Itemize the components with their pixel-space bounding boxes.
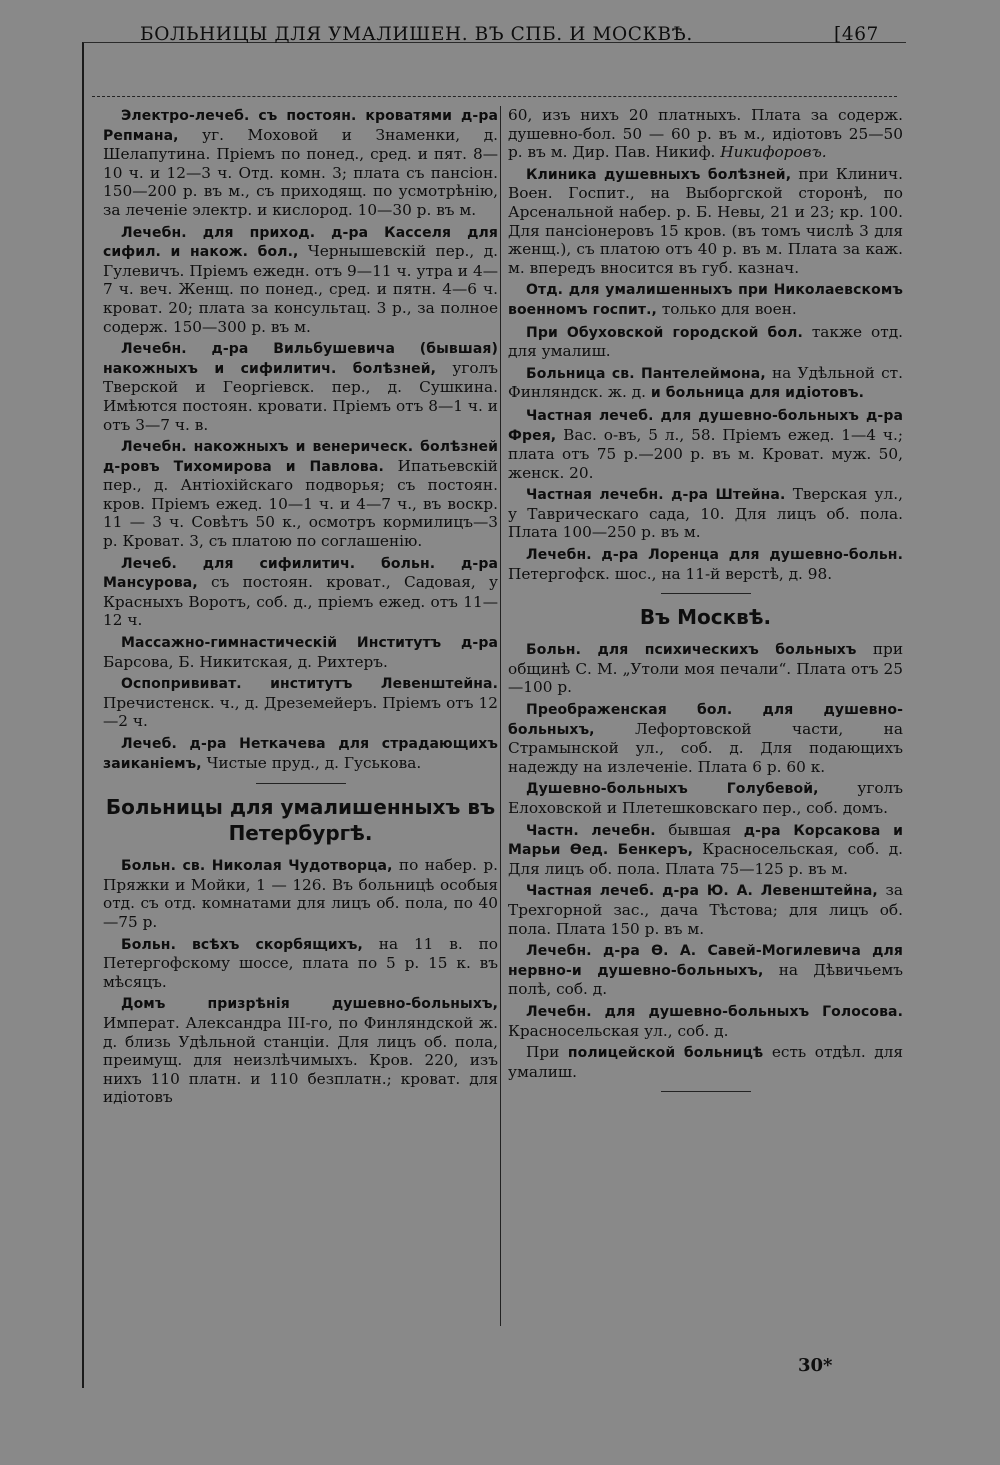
entry: Лечебн. д-ра Лоренца для душевно-больн. Петергофск. шос., на 11-й верстѣ, д. 98. [508,547,903,583]
entry: Больница св. Пантелеймона, на Удѣльной ст. Финляндск. ж. д. и больница для идіотовъ. [508,363,903,402]
entry: Отд. для умалишенныхъ при Николаевскомъ военномъ госпит., только для воен. [508,282,903,318]
entry: Частная лечебн. д-ра Штейна. Тверская ул., у Таврическаго сада, 10. Для лицъ об. пола. Плата 100—250 р. въ м. [508,485,903,542]
entry: Лечебн. накожныхъ и венерическ. болѣзней д-ровъ Тихомирова и Павлова. Ипатьевскій пер., д. Антіохійскаго подворья; съ постоян. кров. Пріемъ ежед. 10—1 ч. и 4—7 ч., въ воскр. 11 — 3 ч. Совѣтъ 50 к., осмотръ кормилицъ—3 р. Кроват. 3, съ платою по соглашенію. [103,439,498,551]
entry: Клиника душевныхъ болѣзней, при Клинич. Воен. Госпит., на Выборгской сторонѣ, по Арсенальной набер. р. Б. Невы, 21 и 23; кр. 100. Для пансіонеровъ 15 кров. (въ томъ числѣ 3 для женщ.), съ платою отъ 40 р. въ м. Плата за каж. м. впередъ вносится въ губ. казнач. [508,164,903,277]
entry: Лечебн. д-ра Вильбушевича (бывшая) накожныхъ и сифилитич. болѣзней, уголъ Тверской и Георгіевск. пер., д. Сушкина. Имѣются постоян. кровати. Пріемъ отъ 8—1 ч. и отъ 3—7 ч. в. [103,341,498,434]
entry: Частн. лечебн. бывшая д-ра Корсакова и Марьи Ѳед. Бенкеръ, Красносельская, соб. д. Для лицъ об. пола. Плата 75—125 р. въ м. [508,820,904,878]
column-divider [500,106,501,1326]
header-title: БОЛЬНИЦЫ ДЛЯ УМАЛИШЕН. ВЪ СПБ. И МОСКВѢ. [140,24,693,45]
entry: Лечеб. д-ра Неткачева для страдающихъ заиканіемъ, Чистые пруд., д. Гуськова. [103,736,498,772]
left-column [103,106,498,1110]
running-header [140,24,900,45]
entry: Лечеб. для сифилитич. больн. д-ра Мансурова, съ постоян. кроват., Садовая, у Красныхъ Воротъ, соб. д., пріемъ ежед. отъ 11—12 ч. [103,555,498,630]
entry: Электро-лечеб. съ постоян. кроватями д-ра Репмана, уг. Моховой и Знаменки, д. Шелапутина. Пріемъ по понед., сред. и пят. 8—10 ч. и 12—3 ч. Отд. комн. 3; плата съ пансіон. 150—200 р. въ м., съ приходящ. по усмотрѣнію, за леченіе электр. и кислород. 10—30 р. въ м. [103,108,498,219]
entry: Больн. св. Николая Чудотворца, по набер. р. Пряжки и Мойки, 1 — 126. Въ больницѣ особыя отд. съ отд. комнатами для лицъ об. пола, по 40—75 р. [103,856,498,931]
section-heading-moscow: Въ Москвѣ. [639,605,772,630]
header-rule [92,96,897,97]
right-column [508,106,903,1102]
entry: Больн. для психическихъ больныхъ при общинѣ С. М. „Утоли моя печали“. Плата отъ 25—100 р. [508,640,904,697]
entry: Преображенская бол. для душевно-больныхъ, Лефортовской части, на Страмынской ул., соб. д. Для подающихъ надежду на излеченіе. Плата 6 р. 60 к. [508,702,903,776]
entry: При Обуховской городской бол. также отд. для умалиш. [508,322,903,361]
entry: Душевно-больныхъ Голубевой, уголъ Елоховской и Плетешковскаго пер., соб. домъ. [508,779,903,817]
section-heading-petersburg: Больницы для умалишенныхъ въ Петербургѣ. [105,795,496,846]
entry: Лечебн. д-ра Ѳ. А. Савей-Могилевича для нервно-и душевно-больныхъ, на Дѣвичьемъ полѣ, соб. д. [508,943,903,999]
entry: Частная лечеб. для душевно-больныхъ д-ра Фрея, Вас. о-въ, 5 л., 58. Пріемъ ежед. 1—4 ч.; плата отъ 75 р.—200 р. въ м. Кроват. муж. 50, женск. 20. [508,407,903,482]
section-separator [661,1091,751,1092]
entry: Лечебн. для душевно-больныхъ Голосова. Красносельская ул., соб. д. [508,1003,903,1040]
entry: Лечебн. для приход. д-ра Касселя для сифил. и накож. бол., Чернышевскій пер., д. Гулевичъ. Пріемъ ежедн. отъ 9—11 ч. утра и 4—7 ч. веч. Женщ. по понед., сред. и пятн. 4—6 ч. кроват. 20; плата за консультац. 3 р., за полное содерж. 150—300 р. въ м. [103,224,498,336]
section-separator [256,783,346,784]
signature-mark: 30* [798,1355,833,1376]
entry-continued: 60, изъ нихъ 20 платныхъ. Плата за содерж. душевно-бол. 50 — 60 р. въ м., идіотовъ 25—50 р. въ м. Дир. Пав. Никиф. Никифоровъ. [508,106,903,162]
entry: Домъ призрѣнія душевно-больныхъ, Императ. Александра III-го, по Финляндской ж. д. близь Удѣльной станціи. Для лицъ об. пола, преимущ. для неизлѣчимыхъ. Кров. 220, изъ нихъ 110 платн. и 110 безплатн.; кроват. для идіотовъ [103,996,498,1107]
entry: При полицейской больницѣ есть отдѣл. для умалиш. [508,1043,903,1081]
section-separator [661,593,751,594]
entry: Больн. всѣхъ скорбящихъ, на 11 в. по Петергофскому шоссе, плата по 5 р. 15 к. въ мѣсяцъ. [103,934,499,991]
entry: Массажно-гимнастическій Институтъ д-ра Барсова, Б. Никитская, д. Рихтеръ. [103,635,498,671]
entry: Оспопрививат. институтъ Левенштейна. Пречистенск. ч., д. Дреземейеръ. Пріемъ отъ 12—2 ч. [103,676,498,731]
entry: Частная лечеб. д-ра Ю. А. Левенштейна, за Трехгорной зас., дача Тѣстова; для лицъ об. пола. Плата 150 р. въ м. [508,881,903,938]
page-number: [467 [834,24,879,45]
